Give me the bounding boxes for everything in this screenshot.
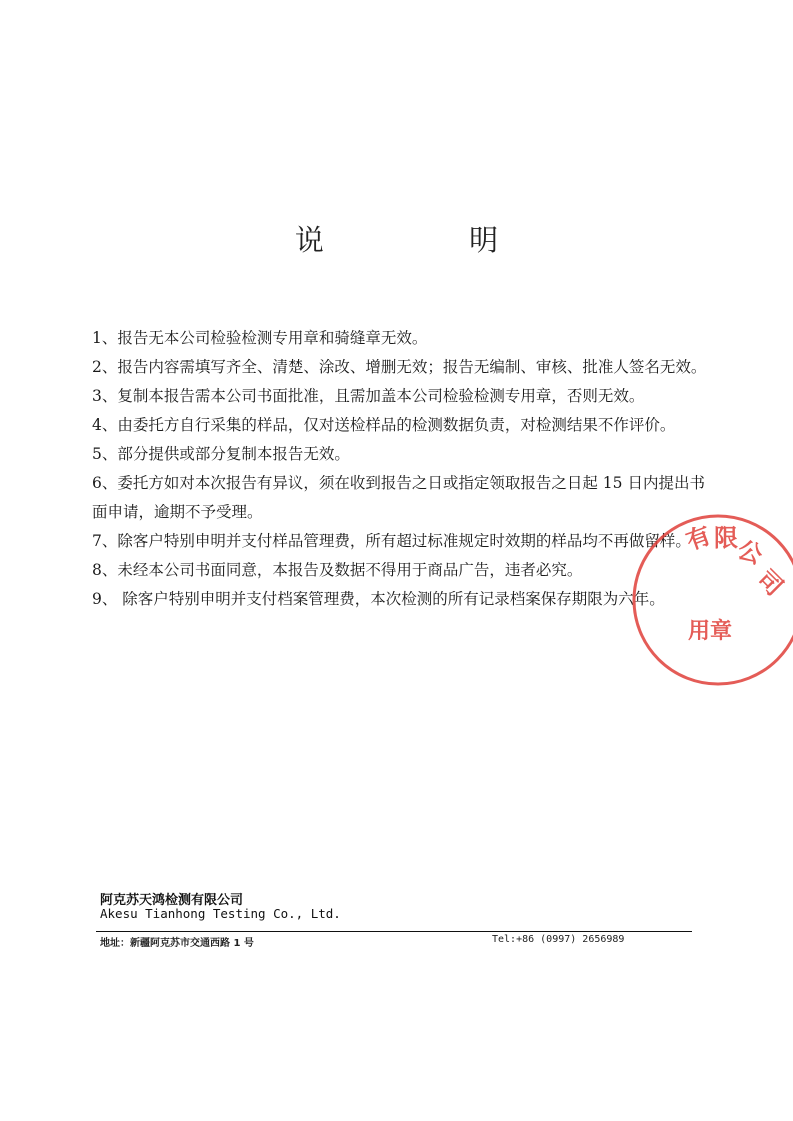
svg-text:有: 有	[682, 521, 715, 556]
svg-text:司: 司	[751, 564, 789, 602]
footer-company-name-en: Akesu Tianhong Testing Co., Ltd.	[100, 906, 341, 921]
page-title: 说 明	[294, 223, 567, 257]
note-item: 1、报告无本公司检验检测专用章和骑缝章无效。	[92, 329, 428, 347]
note-item: 3、复制本报告需本公司书面批准，且需加盖本公司检验检测专用章，否则无效。	[92, 387, 645, 405]
svg-text:章: 章	[710, 619, 733, 644]
note-item: 7、除客户特别申明并支付样品管理费，所有超过标准规定时效期的样品均不再做留样。	[92, 532, 691, 550]
note-item: 4、由委托方自行采集的样品，仅对送检样品的检测数据负责，对检测结果不作评价。	[92, 416, 676, 434]
note-item: 6、委托方如对本次报告有异议，须在收到报告之日或指定领取报告之日起 15 日内提出书面申请，逾期不予受理。	[92, 474, 705, 521]
footer-divider	[96, 931, 692, 932]
footer-company-name-cn: 阿克苏天鸿检测有限公司	[100, 893, 244, 908]
svg-text:用: 用	[688, 619, 711, 644]
notes-list	[92, 324, 710, 614]
note-item: 9、 除客户特别申明并支付档案管理费，本次检测的所有记录档案保存期限为六年。	[92, 590, 665, 608]
footer-telephone: Tel:+86 (0997) 2656989	[492, 934, 625, 945]
svg-text:限: 限	[714, 524, 738, 552]
note-item: 5、部分提供或部分复制本报告无效。	[92, 445, 350, 463]
note-item: 2、报告内容需填写齐全、清楚、涂改、增删无效；报告无编制、审核、批准人签名无效。	[92, 358, 707, 376]
svg-text:公: 公	[733, 535, 767, 570]
footer-address: 地址：新疆阿克苏市交通西路 1 号	[100, 938, 254, 949]
note-item: 8、未经本公司书面同意，本报告及数据不得用于商品广告，违者必究。	[92, 561, 583, 579]
